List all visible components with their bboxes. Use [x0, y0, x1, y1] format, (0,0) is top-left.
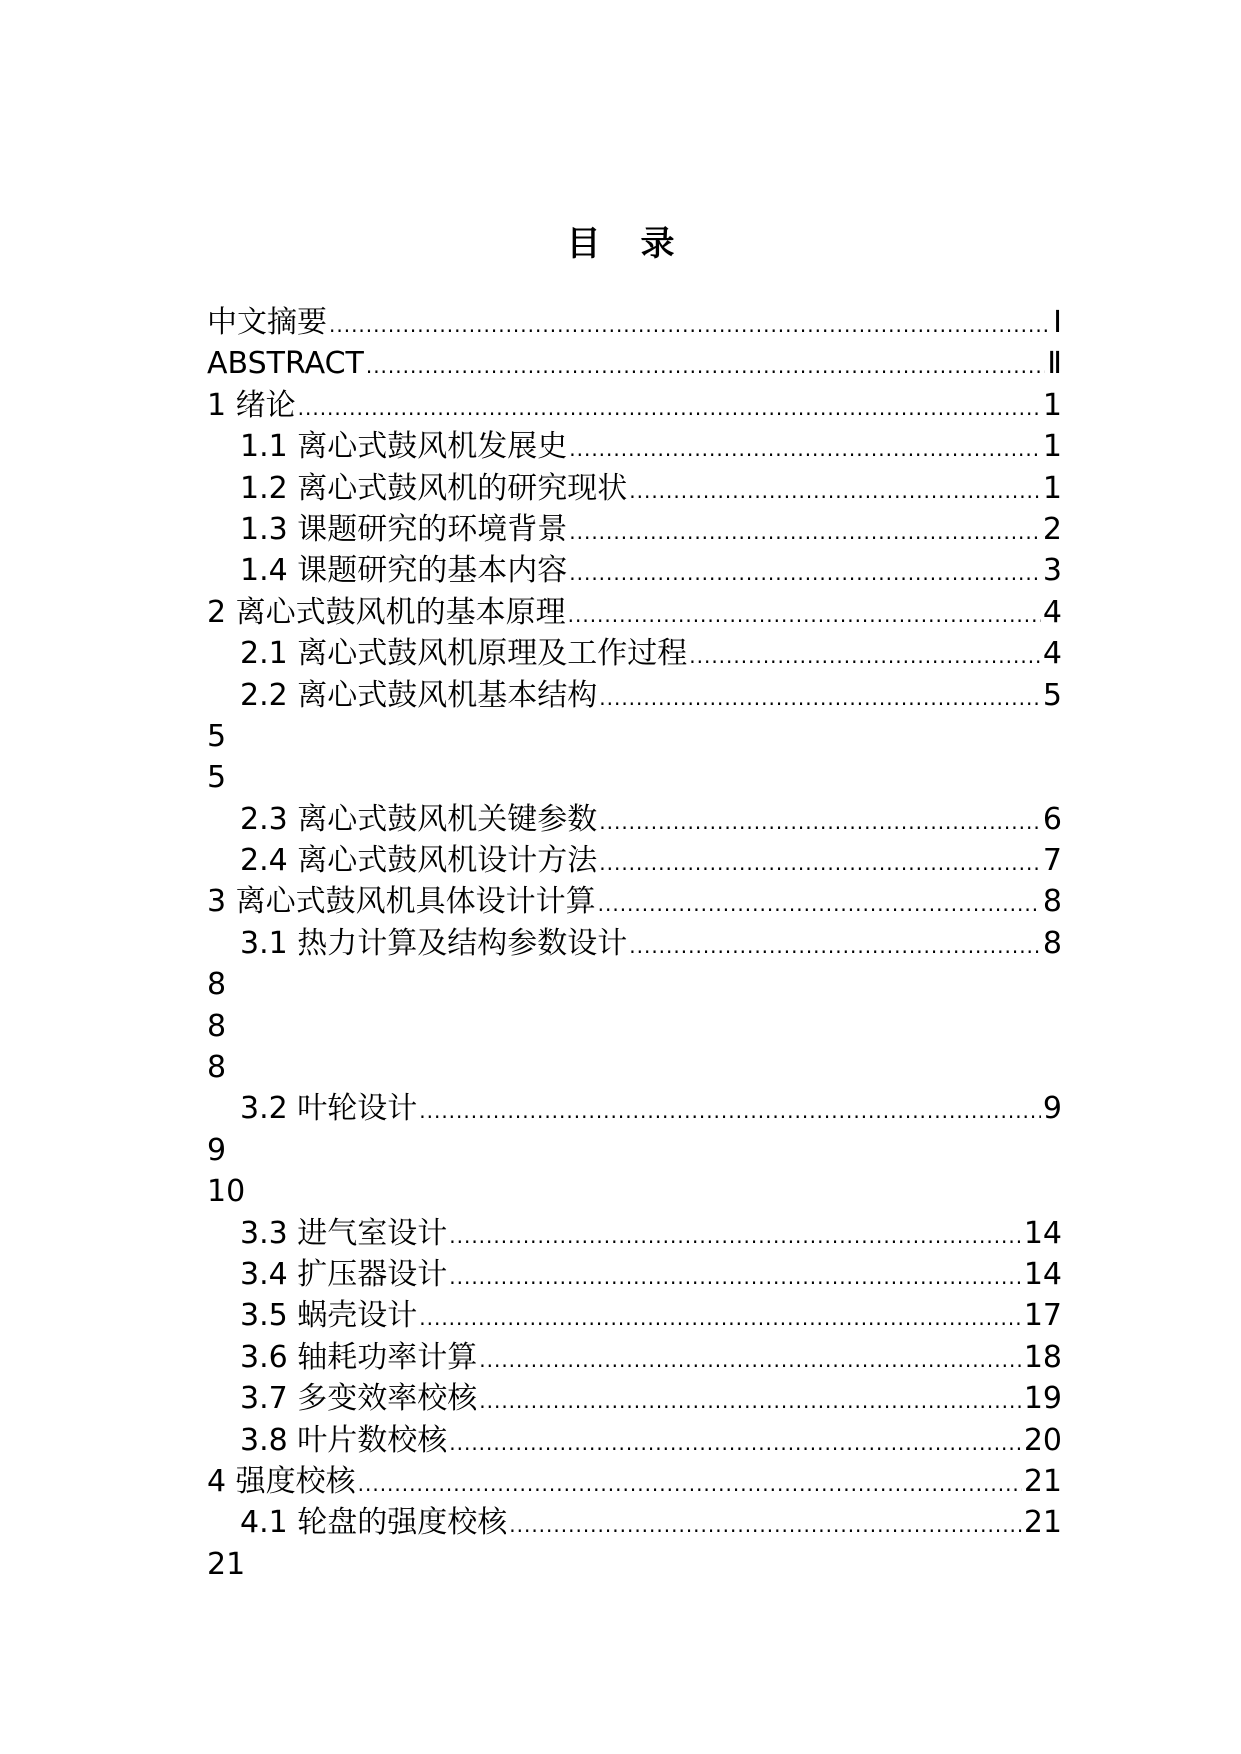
toc-entry-label: 2.3 离心式鼓风机关键参数	[240, 801, 598, 837]
toc-dot-leader	[449, 1257, 1022, 1298]
toc-entry-label: 2.2 离心式鼓风机基本结构	[240, 677, 598, 713]
toc-entry-label: 1.4 课题研究的基本内容	[240, 553, 568, 589]
title-char-right: 录	[640, 224, 675, 264]
toc-entry-label: 3.1 热力计算及结构参数设计	[240, 925, 628, 961]
toc-entry[interactable]	[207, 1047, 1062, 1088]
toc-dot-leader	[569, 429, 1041, 470]
toc-entry-label: 8	[207, 1050, 227, 1086]
toc-entry[interactable]	[207, 1130, 1062, 1171]
toc-page-number: 5	[1042, 677, 1062, 713]
toc-entry-label: 10	[207, 1174, 246, 1210]
toc-entry[interactable]	[207, 1502, 1062, 1543]
toc-entry[interactable]	[207, 509, 1062, 550]
toc-page-number: 14	[1023, 1256, 1062, 1292]
toc-dot-leader	[329, 305, 1051, 346]
toc-page-number: 7	[1042, 843, 1062, 879]
toc-entry[interactable]	[207, 302, 1062, 343]
toc-dot-leader	[599, 843, 1041, 884]
toc-page-number: 19	[1023, 1381, 1062, 1417]
toc-entry[interactable]	[207, 923, 1062, 964]
toc-page-number: 6	[1042, 801, 1062, 837]
page-title	[0, 216, 1241, 265]
toc-entry-label: 21	[207, 1546, 246, 1582]
title-char-left: 目	[566, 224, 601, 264]
toc-entry-label: 1.1 离心式鼓风机发展史	[240, 429, 568, 465]
toc-dot-leader	[569, 512, 1041, 553]
toc-entry[interactable]	[207, 592, 1062, 633]
toc-dot-leader	[358, 1464, 1022, 1505]
toc-page-number: 8	[1042, 884, 1062, 920]
toc-entry-label: 3.6 轴耗功率计算	[240, 1339, 478, 1375]
toc-entry[interactable]	[207, 716, 1062, 757]
toc-entry-label: 3.7 多变效率校核	[240, 1381, 478, 1417]
toc-entry[interactable]	[207, 343, 1062, 384]
toc-dot-leader	[629, 926, 1041, 967]
toc-entry[interactable]	[207, 1088, 1062, 1129]
toc-dot-leader	[509, 1505, 1022, 1546]
toc-page-number: 17	[1023, 1298, 1062, 1334]
toc-dot-leader	[419, 1298, 1022, 1339]
toc-entry-label: ABSTRACT	[207, 346, 364, 382]
toc-entry[interactable]	[207, 881, 1062, 922]
toc-dot-leader	[449, 1216, 1022, 1257]
toc-entry[interactable]	[207, 799, 1062, 840]
toc-entry-label: 4.1 轮盘的强度校核	[240, 1505, 508, 1541]
toc-dot-leader	[479, 1340, 1022, 1381]
toc-entry-label: 3.8 叶片数校核	[240, 1422, 448, 1458]
toc-entry[interactable]	[207, 1337, 1062, 1378]
toc-entry-label: 3.4 扩压器设计	[240, 1256, 448, 1292]
toc-entry-label: 9	[207, 1132, 227, 1168]
toc-entry-label: 3 离心式鼓风机具体设计计算	[207, 884, 596, 920]
toc-entry[interactable]	[207, 1461, 1062, 1502]
toc-entry[interactable]	[207, 1420, 1062, 1461]
toc-entry-label: 3.5 蜗壳设计	[240, 1298, 418, 1334]
toc-entry-label: 1.3 课题研究的环境背景	[240, 511, 568, 547]
toc-entry-label: 4 强度校核	[207, 1463, 356, 1499]
toc-page-number: 20	[1023, 1422, 1062, 1458]
toc-dot-leader	[598, 884, 1041, 925]
toc-dot-leader	[599, 802, 1041, 843]
toc-entry-label: 2 离心式鼓风机的基本原理	[207, 594, 566, 630]
toc-page-number: Ⅰ	[1053, 305, 1062, 340]
toc-entry[interactable]	[207, 1378, 1062, 1419]
toc-page-number: 21	[1023, 1505, 1062, 1541]
toc-entry-label: 8	[207, 1008, 227, 1044]
toc-entry-label: 3.3 进气室设计	[240, 1215, 448, 1251]
toc-page-number: 8	[1042, 925, 1062, 961]
toc-page-number: 9	[1042, 1091, 1062, 1127]
toc-entry[interactable]	[207, 675, 1062, 716]
toc-page-number: 4	[1042, 594, 1062, 630]
toc-entry[interactable]	[207, 1213, 1062, 1254]
toc-dot-leader	[479, 1381, 1022, 1422]
toc-page-number: 21	[1023, 1463, 1062, 1499]
toc-entry[interactable]	[207, 385, 1062, 426]
toc-entry[interactable]	[207, 1295, 1062, 1336]
toc-entry-label: 5	[207, 760, 227, 796]
toc-entry[interactable]	[207, 1006, 1062, 1047]
table-of-contents	[207, 302, 1062, 1585]
toc-entry[interactable]	[207, 468, 1062, 509]
toc-dot-leader	[629, 471, 1041, 512]
toc-entry[interactable]	[207, 757, 1062, 798]
toc-entry-label: 5	[207, 718, 227, 754]
toc-entry[interactable]	[207, 964, 1062, 1005]
toc-dot-leader	[419, 1091, 1041, 1132]
toc-page-number: 1	[1042, 387, 1062, 423]
toc-page-number: 1	[1042, 429, 1062, 465]
toc-page-number: 4	[1042, 636, 1062, 672]
toc-entry-label: 2.1 离心式鼓风机原理及工作过程	[240, 636, 688, 672]
toc-entry-label: 中文摘要	[207, 305, 327, 340]
toc-entry[interactable]	[207, 633, 1062, 674]
toc-page-number: 18	[1023, 1339, 1062, 1375]
toc-page-number: Ⅱ	[1047, 346, 1062, 382]
toc-page-number: 14	[1023, 1215, 1062, 1251]
toc-page-number: 1	[1042, 470, 1062, 506]
toc-dot-leader	[689, 636, 1041, 677]
toc-entry[interactable]	[207, 1254, 1062, 1295]
toc-entry[interactable]	[207, 1544, 1062, 1585]
toc-entry-label: 8	[207, 967, 227, 1003]
toc-dot-leader	[568, 595, 1041, 636]
toc-entry-label: 3.2 叶轮设计	[240, 1091, 418, 1127]
toc-entry-label: 1 绪论	[207, 387, 296, 423]
toc-dot-leader	[366, 346, 1045, 387]
toc-entry-label: 1.2 离心式鼓风机的研究现状	[240, 470, 628, 506]
toc-dot-leader	[449, 1423, 1022, 1464]
toc-dot-leader	[599, 678, 1041, 719]
toc-dot-leader	[298, 388, 1041, 429]
toc-entry[interactable]	[207, 1171, 1062, 1212]
toc-dot-leader	[569, 553, 1041, 594]
toc-entry-label: 2.4 离心式鼓风机设计方法	[240, 843, 598, 879]
toc-entry[interactable]	[207, 426, 1062, 467]
toc-entry[interactable]	[207, 840, 1062, 881]
toc-page-number: 2	[1042, 511, 1062, 547]
toc-entry[interactable]	[207, 550, 1062, 591]
toc-page-number: 3	[1042, 553, 1062, 589]
